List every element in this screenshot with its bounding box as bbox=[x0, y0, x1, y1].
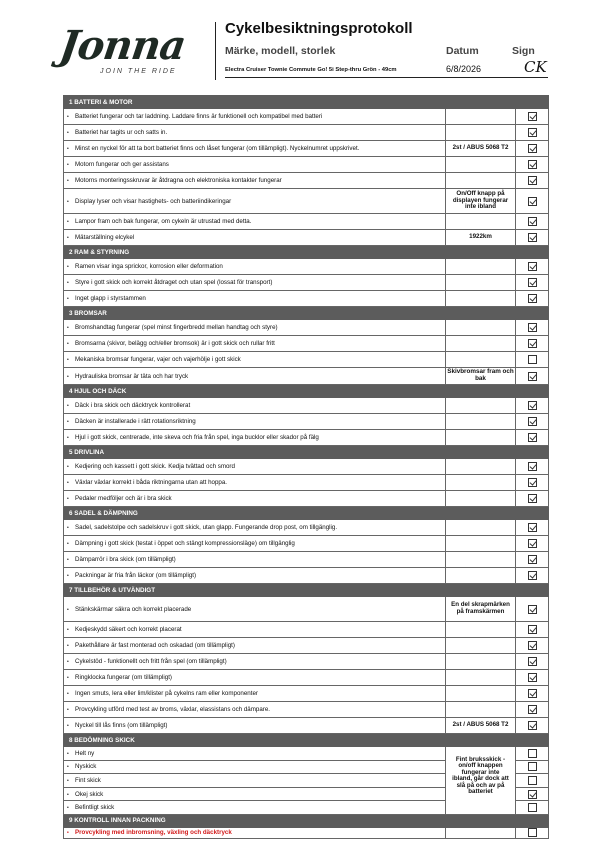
item-label: Ramen visar inga sprickor, korrosion eller deformation bbox=[75, 263, 223, 270]
checked-checkbox[interactable] bbox=[528, 539, 537, 548]
check-cell bbox=[516, 125, 549, 141]
note-cell bbox=[446, 398, 516, 414]
item-label: Provcykling utförd med test av broms, växlar, elassistans och dämpare. bbox=[75, 706, 270, 713]
assessment-note: Fint bruksskick - on/off knappen fungerar inte ibland, går dock att slå på och av på batteriet bbox=[446, 747, 516, 815]
checked-checkbox[interactable] bbox=[528, 176, 537, 185]
section-title: 4 HJUL OCH DÄCK bbox=[64, 385, 549, 398]
checklist-row bbox=[64, 214, 549, 230]
note-cell bbox=[446, 638, 516, 654]
page-title: Cykelbesiktningsprotokoll bbox=[225, 20, 413, 37]
checked-checkbox[interactable] bbox=[528, 555, 537, 564]
item-label: Sadel, sadelstolpe och sadelskruv i gott skick, utan glapp. Fungerande drop post, om tillgänglig. bbox=[75, 524, 338, 531]
item-text bbox=[64, 125, 446, 141]
item-text bbox=[64, 801, 446, 815]
check-cell bbox=[516, 173, 549, 189]
check-cell bbox=[516, 638, 549, 654]
note-cell bbox=[446, 827, 516, 838]
checked-checkbox[interactable] bbox=[528, 433, 537, 442]
bullet: • bbox=[67, 178, 69, 184]
item-text bbox=[64, 552, 446, 568]
checklist-row bbox=[64, 718, 549, 734]
item-label: Däck i bra skick och däcktryck kontrollerat bbox=[75, 402, 191, 409]
bullet: • bbox=[67, 525, 69, 531]
check-cell bbox=[516, 475, 549, 491]
checklist-row bbox=[64, 597, 549, 622]
item-text bbox=[64, 109, 446, 125]
packing-row bbox=[64, 827, 549, 838]
check-cell bbox=[516, 430, 549, 446]
item-text bbox=[64, 141, 446, 157]
section-header-5 bbox=[64, 446, 549, 459]
bullet: • bbox=[67, 606, 69, 613]
checklist-row bbox=[64, 536, 549, 552]
checklist-row bbox=[64, 670, 549, 686]
note-cell bbox=[446, 654, 516, 670]
note-cell bbox=[446, 536, 516, 552]
item-text bbox=[64, 275, 446, 291]
item-label: Inget glapp i styrstammen bbox=[75, 295, 146, 302]
bullet: • bbox=[67, 675, 69, 681]
bullet: • bbox=[67, 764, 69, 771]
assessment-row bbox=[64, 747, 549, 761]
item-label: Nyckel till lås finns (om tillämpligt) bbox=[75, 722, 168, 729]
check-cell bbox=[516, 320, 549, 336]
bullet: • bbox=[67, 114, 69, 120]
note-cell: 2st / ABUS 5068 T2 bbox=[446, 718, 516, 734]
section-title: 8 BEDÖMNING SKICK bbox=[64, 734, 549, 747]
note-cell bbox=[446, 520, 516, 536]
checked-checkbox[interactable] bbox=[528, 689, 537, 698]
item-label: Packningar är fria från läckor (om tillämpligt) bbox=[75, 572, 197, 579]
item-text bbox=[64, 352, 446, 368]
empty-checkbox[interactable] bbox=[528, 762, 537, 771]
bullet: • bbox=[67, 627, 69, 633]
item-text bbox=[64, 398, 446, 414]
checked-checkbox[interactable] bbox=[528, 128, 537, 137]
checklist-row bbox=[64, 654, 549, 670]
bullet: • bbox=[67, 280, 69, 286]
bullet: • bbox=[67, 557, 69, 563]
date-value: 6/8/2026 bbox=[446, 64, 482, 74]
note-cell bbox=[446, 109, 516, 125]
item-label: Batteriet fungerar och tar laddning. Laddare finns är funktionell och kompatibel med batteri bbox=[75, 113, 323, 120]
bullet: • bbox=[67, 162, 69, 168]
section-header-9 bbox=[64, 814, 549, 827]
item-label: Cykelstöd - funktionellt och fritt från spel (om tillämpligt) bbox=[75, 658, 227, 665]
item-text bbox=[64, 173, 446, 189]
check-cell bbox=[516, 552, 549, 568]
check-cell bbox=[516, 414, 549, 430]
empty-checkbox[interactable] bbox=[528, 803, 537, 812]
checklist-row bbox=[64, 275, 549, 291]
section-title: 1 BATTERI & MOTOR bbox=[64, 96, 549, 109]
bullet: • bbox=[67, 830, 69, 837]
checked-checkbox[interactable] bbox=[528, 417, 537, 426]
bullet: • bbox=[67, 480, 69, 486]
item-label: Motorns monteringsskruvar är åtdragna och elektroniska kontakter fungerar bbox=[75, 177, 282, 184]
item-label: Motorn fungerar och ger assistans bbox=[75, 161, 169, 168]
item-text bbox=[64, 747, 446, 761]
item-text bbox=[64, 654, 446, 670]
item-text bbox=[64, 368, 446, 385]
checklist-row bbox=[64, 638, 549, 654]
bullet: • bbox=[67, 264, 69, 270]
check-cell bbox=[516, 702, 549, 718]
bullet: • bbox=[67, 341, 69, 347]
check-cell bbox=[516, 597, 549, 622]
bullet: • bbox=[67, 357, 69, 363]
section-header-7 bbox=[64, 584, 549, 597]
section-header-4 bbox=[64, 385, 549, 398]
bullet: • bbox=[67, 146, 69, 152]
checked-checkbox[interactable] bbox=[528, 657, 537, 666]
checked-checkbox[interactable] bbox=[528, 217, 537, 226]
checked-checkbox[interactable] bbox=[528, 494, 537, 503]
checklist-row bbox=[64, 686, 549, 702]
checklist-row bbox=[64, 109, 549, 125]
item-label: Ringklocka fungerar (om tillämpligt) bbox=[75, 674, 172, 681]
item-text bbox=[64, 430, 446, 446]
item-text bbox=[64, 520, 446, 536]
bullet: • bbox=[67, 777, 69, 784]
item-text bbox=[64, 622, 446, 638]
item-label: Styre i gott skick och korrekt åtdraget och utan spel (lossat för transport) bbox=[75, 279, 273, 286]
check-cell bbox=[516, 189, 549, 214]
empty-checkbox[interactable] bbox=[528, 776, 537, 785]
empty-checkbox[interactable] bbox=[528, 355, 537, 364]
checked-checkbox[interactable] bbox=[528, 197, 537, 206]
bullet: • bbox=[67, 403, 69, 409]
checklist-row bbox=[64, 320, 549, 336]
bullet: • bbox=[67, 219, 69, 225]
check-cell bbox=[516, 368, 549, 385]
check-cell bbox=[516, 336, 549, 352]
check-cell bbox=[516, 536, 549, 552]
check-cell bbox=[516, 686, 549, 702]
item-text bbox=[64, 536, 446, 552]
note-cell bbox=[446, 320, 516, 336]
item-text bbox=[64, 827, 446, 838]
note-cell bbox=[446, 125, 516, 141]
item-text bbox=[64, 718, 446, 734]
checked-checkbox[interactable] bbox=[528, 233, 537, 242]
item-text bbox=[64, 230, 446, 246]
item-text bbox=[64, 638, 446, 654]
checked-checkbox[interactable] bbox=[528, 625, 537, 634]
checklist-row bbox=[64, 568, 549, 584]
note-cell bbox=[446, 475, 516, 491]
note-cell: En del skrapmärken på framskärmen bbox=[446, 597, 516, 622]
check-cell bbox=[516, 774, 549, 788]
item-label: Kedjeskydd säkert och korrekt placerat bbox=[75, 626, 182, 633]
checklist-row bbox=[64, 414, 549, 430]
checklist-row bbox=[64, 368, 549, 385]
checked-checkbox[interactable] bbox=[528, 571, 537, 580]
note-cell bbox=[446, 157, 516, 173]
checked-checkbox[interactable] bbox=[528, 262, 537, 271]
section-title: 9 KONTROLL INNAN PACKNING bbox=[64, 814, 549, 827]
item-text bbox=[64, 475, 446, 491]
signature: CK bbox=[524, 58, 547, 76]
note-cell bbox=[446, 336, 516, 352]
note-cell bbox=[446, 259, 516, 275]
check-cell bbox=[516, 275, 549, 291]
checklist-row bbox=[64, 157, 549, 173]
item-label: Provcykling med inbromsning, växling och däcktryck bbox=[75, 829, 232, 837]
check-cell bbox=[516, 747, 549, 761]
bullet: • bbox=[67, 659, 69, 665]
item-label: Kedjering och kassett i gott skick. Kedja tvättad och smord bbox=[75, 463, 235, 470]
item-text bbox=[64, 491, 446, 507]
checklist-row bbox=[64, 189, 549, 214]
item-label: Ingen smuts, lera eller lim/klister på cykelns ram eller komponenter bbox=[75, 690, 258, 697]
check-cell bbox=[516, 352, 549, 368]
note-cell bbox=[446, 414, 516, 430]
item-label: Mätarställning elcykel bbox=[75, 234, 135, 241]
header bbox=[58, 18, 548, 80]
item-label: Pedaler medföljer och är i bra skick bbox=[75, 495, 172, 502]
item-label: Hydrauliska bromsar är täta och har tryck bbox=[75, 372, 189, 380]
checklist-row bbox=[64, 291, 549, 307]
section-title: 6 SADEL & DÄMPNING bbox=[64, 507, 549, 520]
checklist-row bbox=[64, 475, 549, 491]
checked-checkbox[interactable] bbox=[528, 673, 537, 682]
item-text bbox=[64, 686, 446, 702]
check-cell bbox=[516, 157, 549, 173]
check-cell bbox=[516, 787, 549, 801]
check-cell bbox=[516, 398, 549, 414]
note-cell bbox=[446, 702, 516, 718]
item-text bbox=[64, 336, 446, 352]
item-text bbox=[64, 568, 446, 584]
brand-logo bbox=[56, 22, 205, 86]
section-title: 7 TILLBEHÖR & UTVÄNDIGT bbox=[64, 584, 549, 597]
item-label: Hjul i gott skick, centrerade, inte skeva och fria från spel, inga bucklor eller skador på fälg bbox=[75, 434, 319, 441]
note-cell: Skivbromsar fram och bak bbox=[446, 368, 516, 385]
item-text bbox=[64, 259, 446, 275]
checked-checkbox[interactable] bbox=[528, 160, 537, 169]
item-label: Display lyser och visar hastighets- och batteriindikeringar bbox=[75, 197, 232, 205]
checked-checkbox[interactable] bbox=[528, 372, 537, 381]
item-text bbox=[64, 760, 446, 774]
bullet: • bbox=[67, 805, 69, 812]
empty-checkbox[interactable] bbox=[528, 828, 537, 837]
item-text bbox=[64, 291, 446, 307]
item-label: Lampor fram och bak fungerar, om cykeln är utrustad med detta. bbox=[75, 218, 252, 225]
checklist-row bbox=[64, 336, 549, 352]
inspection-table bbox=[63, 95, 549, 839]
bullet: • bbox=[67, 435, 69, 441]
item-text bbox=[64, 157, 446, 173]
note-cell bbox=[446, 291, 516, 307]
item-label: Växlar växlar korrekt i båda riktningarna utan att hoppa. bbox=[75, 479, 228, 486]
check-cell bbox=[516, 230, 549, 246]
checked-checkbox[interactable] bbox=[528, 721, 537, 730]
checked-checkbox[interactable] bbox=[528, 462, 537, 471]
checked-checkbox[interactable] bbox=[528, 401, 537, 410]
section-header-3 bbox=[64, 307, 549, 320]
checked-checkbox[interactable] bbox=[528, 641, 537, 650]
checklist-row bbox=[64, 230, 549, 246]
item-text bbox=[64, 459, 446, 475]
note-cell bbox=[446, 686, 516, 702]
item-label: Däcken är installerade i rätt rotationsriktning bbox=[75, 418, 196, 425]
checked-checkbox[interactable] bbox=[528, 112, 537, 121]
item-text bbox=[64, 702, 446, 718]
note-cell bbox=[446, 552, 516, 568]
header-divider bbox=[215, 22, 216, 80]
check-cell bbox=[516, 259, 549, 275]
bullet: • bbox=[67, 723, 69, 729]
section-title: 5 DRIVLINA bbox=[64, 446, 549, 459]
bullet: • bbox=[67, 707, 69, 713]
header-underline bbox=[225, 77, 548, 78]
checked-checkbox[interactable] bbox=[528, 323, 537, 332]
item-label: Bromsarna (skivor, belägg och/eller bromsok) är i gott skick och rullar fritt bbox=[75, 340, 275, 347]
bullet: • bbox=[67, 541, 69, 547]
item-text bbox=[64, 189, 446, 214]
note-cell bbox=[446, 352, 516, 368]
bullet: • bbox=[67, 419, 69, 425]
note-cell bbox=[446, 568, 516, 584]
note-cell bbox=[446, 214, 516, 230]
section-header-1 bbox=[64, 96, 549, 109]
checked-checkbox[interactable] bbox=[528, 478, 537, 487]
check-cell bbox=[516, 291, 549, 307]
empty-checkbox[interactable] bbox=[528, 749, 537, 758]
checklist-row bbox=[64, 259, 549, 275]
check-cell bbox=[516, 670, 549, 686]
check-cell bbox=[516, 827, 549, 838]
note-cell bbox=[446, 670, 516, 686]
logo-tagline: JOIN THE RIDE bbox=[100, 68, 177, 75]
check-cell bbox=[516, 622, 549, 638]
check-cell bbox=[516, 141, 549, 157]
item-text bbox=[64, 320, 446, 336]
item-label: Dämpning i gott skick (testat i öppet och stängt kompressionsläge) om tillgänglig bbox=[75, 540, 295, 547]
bullet: • bbox=[67, 325, 69, 331]
note-cell bbox=[446, 275, 516, 291]
item-text bbox=[64, 214, 446, 230]
check-cell bbox=[516, 654, 549, 670]
item-label: Bromshandtag fungerar (spel minst fingerbredd mellan handtag och styre) bbox=[75, 324, 278, 331]
item-label: Stänkskärmar säkra och korrekt placerade bbox=[75, 605, 192, 613]
checked-checkbox[interactable] bbox=[528, 523, 537, 532]
check-cell bbox=[516, 760, 549, 774]
check-cell bbox=[516, 801, 549, 815]
section-title: 2 RAM & STYRNING bbox=[64, 246, 549, 259]
item-label: Mekaniska bromsar fungerar, vajer och vajerhölje i gott skick bbox=[75, 356, 241, 363]
section-header-6 bbox=[64, 507, 549, 520]
checklist-row bbox=[64, 702, 549, 718]
checklist-row bbox=[64, 141, 549, 157]
checklist-row bbox=[64, 459, 549, 475]
bullet: • bbox=[67, 235, 69, 241]
checklist-row bbox=[64, 352, 549, 368]
item-label: Okej skick bbox=[75, 790, 104, 798]
checklist-row bbox=[64, 173, 549, 189]
checklist-row bbox=[64, 398, 549, 414]
bullet: • bbox=[67, 130, 69, 136]
item-label: Batteriet har tagits ur och satts in. bbox=[75, 129, 168, 136]
item-text bbox=[64, 414, 446, 430]
check-cell bbox=[516, 520, 549, 536]
model-label: Märke, modell, storlek bbox=[225, 45, 336, 57]
item-text bbox=[64, 774, 446, 788]
bullet: • bbox=[67, 198, 69, 205]
note-cell bbox=[446, 491, 516, 507]
check-cell bbox=[516, 568, 549, 584]
bullet: • bbox=[67, 373, 69, 380]
item-text bbox=[64, 670, 446, 686]
checked-checkbox[interactable] bbox=[528, 278, 537, 287]
checked-checkbox[interactable] bbox=[528, 705, 537, 714]
logo-wordmark: Jonna bbox=[56, 22, 189, 69]
checked-checkbox[interactable] bbox=[528, 294, 537, 303]
section-header-8 bbox=[64, 734, 549, 747]
item-label: Helt ny bbox=[75, 749, 95, 757]
checklist-row bbox=[64, 552, 549, 568]
bullet: • bbox=[67, 791, 69, 798]
bullet: • bbox=[67, 496, 69, 502]
bullet: • bbox=[67, 691, 69, 697]
checklist-row bbox=[64, 430, 549, 446]
bullet: • bbox=[67, 464, 69, 470]
date-label: Datum bbox=[446, 45, 479, 57]
item-label: Dämparrör i bra skick (om tillämpligt) bbox=[75, 556, 176, 563]
item-label: Befintligt skick bbox=[75, 804, 115, 812]
note-cell bbox=[446, 459, 516, 475]
checklist-row bbox=[64, 491, 549, 507]
checked-checkbox[interactable] bbox=[528, 605, 537, 614]
model-value: Electra Cruiser Townie Commute Go! 5i Step-thru Grön - 49cm bbox=[225, 67, 397, 73]
note-cell bbox=[446, 430, 516, 446]
bullet: • bbox=[67, 573, 69, 579]
item-label: Pakethållare är fast monterad och oskadad (om tillämpligt) bbox=[75, 642, 235, 649]
note-cell bbox=[446, 622, 516, 638]
section-header-2 bbox=[64, 246, 549, 259]
bullet: • bbox=[67, 643, 69, 649]
check-cell bbox=[516, 459, 549, 475]
checklist-row bbox=[64, 520, 549, 536]
item-text bbox=[64, 597, 446, 622]
section-title: 3 BROMSAR bbox=[64, 307, 549, 320]
check-cell bbox=[516, 214, 549, 230]
note-cell: 1922km bbox=[446, 230, 516, 246]
checked-checkbox[interactable] bbox=[528, 144, 537, 153]
check-cell bbox=[516, 491, 549, 507]
item-label: Minst en nyckel för att ta bort batteriet finns och låset fungerar (om tillämpligt). Nyckelnumret uppskrivet. bbox=[75, 145, 360, 152]
check-cell bbox=[516, 718, 549, 734]
checked-checkbox[interactable] bbox=[528, 790, 537, 799]
note-cell: 2st / ABUS 5068 T2 bbox=[446, 141, 516, 157]
item-label: Fint skick bbox=[75, 776, 101, 784]
checklist-row bbox=[64, 622, 549, 638]
item-label: Nyskick bbox=[75, 763, 97, 771]
note-cell: On/Off knapp på displayen fungerar inte ibland bbox=[446, 189, 516, 214]
checklist-row bbox=[64, 125, 549, 141]
sign-label: Sign bbox=[512, 45, 535, 57]
check-cell bbox=[516, 109, 549, 125]
bullet: • bbox=[67, 296, 69, 302]
checked-checkbox[interactable] bbox=[528, 339, 537, 348]
item-text bbox=[64, 787, 446, 801]
note-cell bbox=[446, 173, 516, 189]
bullet: • bbox=[67, 750, 69, 757]
